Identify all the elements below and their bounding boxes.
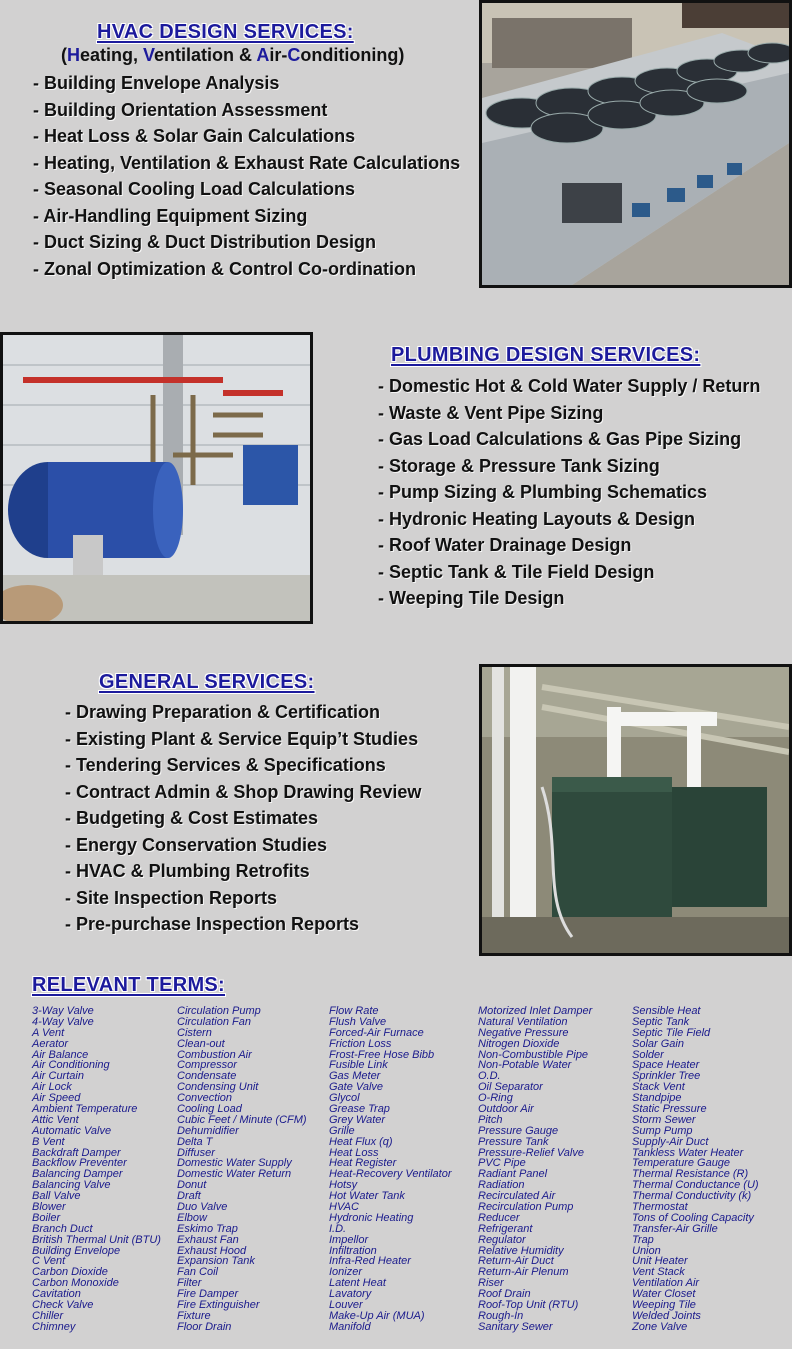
term-item: HVAC [329, 1201, 359, 1214]
term-item: Balancing Valve [32, 1179, 111, 1192]
term-item: Storm Sewer [632, 1113, 696, 1126]
plumbing-service-list [378, 373, 760, 612]
term-item: British Thermal Unit (BTU) [32, 1233, 161, 1246]
term-item: Backdraft Damper [32, 1146, 121, 1159]
term-item: Heat-Recovery Ventilator [329, 1168, 452, 1181]
general-service-item: - Drawing Preparation & Certification [65, 702, 381, 722]
term-item: Roof-Top Unit (RTU) [478, 1299, 579, 1312]
term-item: Carbon Monoxide [32, 1277, 119, 1290]
term-item: Ionizer [329, 1266, 363, 1279]
term-item: Water Closet [632, 1288, 696, 1301]
subtitle-paren: ( [61, 45, 67, 65]
term-item: Fire Damper [177, 1288, 239, 1301]
hvac-service-item: - Seasonal Cooling Load Calculations [33, 179, 356, 199]
general-service-item: - Budgeting & Cost Estimates [65, 808, 319, 828]
plumbing-service-item: - Roof Water Drainage Design [378, 535, 632, 555]
term-item: Make-Up Air (MUA) [329, 1309, 425, 1322]
term-item: Natural Ventilation [478, 1015, 568, 1028]
term-item: A Vent [32, 1026, 65, 1039]
boiler-room-photo [0, 332, 313, 624]
hvac-service-item: - Heat Loss & Solar Gain Calculations [33, 126, 356, 146]
general-heading: GENERAL SERVICES: [99, 671, 315, 693]
term-item: Friction Loss [329, 1037, 392, 1050]
term-item: Automatic Valve [32, 1124, 112, 1137]
term-item: Roof Drain [478, 1288, 531, 1301]
hvac-service-item: - Building Envelope Analysis [33, 73, 280, 93]
term-item: Oil Separator [478, 1081, 543, 1094]
term-item: Thermal Conductance (U) [632, 1179, 759, 1192]
term-item: Cubic Feet / Minute (CFM) [177, 1113, 307, 1126]
term-item: Clean-out [177, 1037, 225, 1050]
term-item: Solar Gain [632, 1037, 684, 1050]
term-item: Non-Potable Water [478, 1059, 572, 1072]
term-item: Hotsy [329, 1179, 358, 1192]
term-item: Fan Coil [177, 1266, 218, 1279]
general-service-item: - Existing Plant & Service Equip’t Studies [65, 728, 419, 749]
hvac-service-item: - Heating, Ventilation & Exhaust Rate Calculations [33, 152, 461, 173]
general-service-item: - Contract Admin & Shop Drawing Review [65, 781, 422, 802]
term-item: O-Ring [478, 1092, 513, 1105]
term-item: Expansion Tank [177, 1255, 255, 1268]
terms-column-4 [478, 1006, 592, 1333]
term-item: Latent Heat [329, 1277, 386, 1290]
term-item: Septic Tank [632, 1015, 690, 1028]
term-item: Heat Register [329, 1157, 397, 1170]
term-item: Reducer [478, 1211, 520, 1224]
term-item: Sump Pump [632, 1124, 693, 1137]
plumbing-heading: PLUMBING DESIGN SERVICES: [391, 344, 701, 366]
term-item: Filter [177, 1277, 202, 1290]
hvac-heading: HVAC DESIGN SERVICES: [97, 21, 354, 43]
subtitle-text: entilation & [154, 45, 257, 65]
term-item: Backflow Preventer [32, 1157, 127, 1170]
term-item: Solder [632, 1048, 664, 1061]
term-item: Return-Air Plenum [478, 1266, 569, 1279]
term-item: Branch Duct [32, 1222, 93, 1235]
subtitle-capital: C [287, 45, 301, 65]
term-item: PVC Pipe [478, 1157, 526, 1170]
subtitle-capital: V [143, 45, 155, 65]
term-item: Thermostat [632, 1201, 688, 1214]
general-service-item: - Pre-purchase Inspection Reports [65, 914, 360, 934]
term-item: Flow Rate [329, 1005, 379, 1017]
term-item: Carbon Dioxide [32, 1266, 108, 1279]
term-item: Gas Meter [329, 1070, 381, 1083]
term-item: I.D. [329, 1222, 347, 1235]
term-item: Recirculation Pump [478, 1201, 574, 1214]
term-item: Temperature Gauge [632, 1157, 731, 1170]
plumbing-service-item: - Weeping Tile Design [378, 588, 565, 608]
term-item: Riser [478, 1277, 504, 1290]
term-item: Air Conditioning [32, 1059, 110, 1072]
term-item: Forced-Air Furnace [329, 1026, 424, 1039]
subtitle-paren: ) [398, 45, 405, 65]
term-item: Air Balance [32, 1048, 89, 1061]
term-item: Sanitary Sewer [478, 1320, 553, 1333]
term-item: Air Lock [32, 1081, 72, 1094]
term-item: 4-Way Valve [32, 1015, 94, 1028]
term-item: Air Curtain [32, 1070, 84, 1083]
term-item: Building Envelope [32, 1244, 121, 1257]
plumbing-service-item: - Waste & Vent Pipe Sizing [378, 402, 604, 423]
term-item: Nitrogen Dioxide [478, 1037, 560, 1050]
plumbing-service-item: - Pump Sizing & Plumbing Schematics [378, 482, 708, 502]
term-item: Sprinkler Tree [632, 1070, 701, 1083]
subtitle-text: eating, [80, 45, 144, 65]
term-item: Heat Loss [329, 1146, 379, 1159]
mechanical-room-photo [479, 664, 792, 956]
term-item: Standpipe [632, 1092, 682, 1105]
hvac-service-item: - Air-Handling Equipment Sizing [33, 205, 308, 226]
term-item: Welded Joints [632, 1309, 701, 1322]
term-item: Rough-In [478, 1309, 524, 1322]
term-item: Infra-Red Heater [329, 1255, 411, 1268]
term-item: Boiler [32, 1211, 61, 1224]
term-item: Combustion Air [177, 1048, 252, 1061]
term-item: Radiant Panel [478, 1168, 548, 1181]
term-item: Eskimo Trap [177, 1222, 238, 1235]
term-item: Donut [177, 1179, 207, 1192]
term-item: Attic Vent [32, 1113, 79, 1126]
term-item: Circulation Pump [177, 1005, 261, 1017]
plumbing-service-item: - Septic Tank & Tile Field Design [378, 561, 655, 582]
term-item: Motorized Inlet Damper [478, 1005, 593, 1017]
term-item: Non-Combustible Pipe [478, 1048, 589, 1061]
term-item: Vent Stack [632, 1266, 685, 1279]
terms-column-2 [177, 1006, 307, 1333]
term-item: Tons of Cooling Capacity [632, 1211, 754, 1224]
term-item: Grease Trap [329, 1103, 390, 1116]
term-item: Pressure-Relief Valve [478, 1146, 584, 1159]
term-item: Space Heater [632, 1059, 700, 1072]
subtitle-text: onditioning [300, 45, 399, 65]
term-item: Dehumidifier [177, 1124, 239, 1137]
term-item: Cooling Load [177, 1103, 242, 1116]
hvac-subtitle [61, 45, 404, 66]
term-item: Lavatory [329, 1288, 372, 1301]
term-item: Compressor [177, 1059, 237, 1072]
term-item: B Vent [32, 1135, 65, 1148]
term-item: Chiller [32, 1309, 64, 1322]
term-item: Domestic Water Supply [177, 1157, 292, 1170]
term-item: Trap [632, 1233, 654, 1246]
term-item: Manifold [329, 1320, 371, 1333]
term-item: Aerator [32, 1037, 69, 1050]
term-item: 3-Way Valve [32, 1005, 94, 1017]
terms-column-5 [632, 1006, 759, 1333]
term-item: Hot Water Tank [329, 1190, 405, 1203]
term-item: Draft [177, 1190, 201, 1203]
hvac-service-item: - Duct Sizing & Duct Distribution Design [33, 232, 376, 252]
general-service-item: - HVAC & Plumbing Retrofits [65, 861, 310, 881]
term-item: Outdoor Air [478, 1103, 534, 1116]
term-item: Cavitation [32, 1288, 81, 1301]
term-item: Grille [329, 1124, 355, 1137]
subtitle-capital: H [67, 45, 80, 65]
term-item: Relative Humidity [478, 1244, 564, 1257]
plumbing-service-item: - Hydronic Heating Layouts & Design [378, 508, 696, 529]
term-item: Thermal Conductivity (k) [632, 1190, 752, 1203]
term-item: Flush Valve [329, 1015, 387, 1028]
term-item: Floor Drain [177, 1320, 232, 1333]
term-item: Sensible Heat [632, 1005, 701, 1017]
general-service-item: - Site Inspection Reports [65, 887, 278, 908]
term-item: Refrigerant [478, 1222, 533, 1235]
term-item: O.D. [478, 1070, 501, 1083]
term-item: Union [632, 1244, 661, 1257]
term-item: Louver [329, 1299, 363, 1312]
term-item: Blower [32, 1201, 66, 1214]
term-item: Unit Heater [632, 1255, 688, 1268]
term-item: Fixture [177, 1309, 211, 1322]
term-item: Fusible Link [329, 1059, 388, 1072]
general-service-list [65, 699, 421, 938]
term-item: Domestic Water Return [177, 1168, 292, 1181]
terms-column-1 [32, 1006, 161, 1333]
plumbing-service-item: - Domestic Hot & Cold Water Supply / Return [378, 376, 761, 396]
term-item: Septic Tile Field [632, 1026, 711, 1039]
term-item: Zone Valve [632, 1320, 688, 1333]
term-item: Grey Water [329, 1113, 386, 1126]
hvac-service-item: - Zonal Optimization & Control Co-ordination [33, 258, 416, 279]
term-item: Ball Valve [32, 1190, 81, 1203]
term-item: Thermal Resistance (R) [632, 1168, 749, 1181]
term-item: Condensing Unit [177, 1081, 259, 1094]
term-item: Pitch [478, 1113, 503, 1126]
term-item: Exhaust Fan [177, 1233, 239, 1246]
term-item: Convection [177, 1092, 233, 1105]
term-item: Ambient Temperature [32, 1103, 138, 1116]
term-item: Weeping Tile [632, 1299, 696, 1312]
term-item: Cistern [177, 1026, 212, 1039]
term-item: Ventilation Air [632, 1277, 700, 1290]
term-item: Stack Vent [632, 1081, 685, 1094]
subtitle-capital: A [256, 45, 270, 65]
term-item: Return-Air Duct [478, 1255, 554, 1268]
term-item: Gate Valve [329, 1081, 384, 1094]
term-item: Tankless Water Heater [632, 1146, 744, 1159]
term-item: Negative Pressure [478, 1026, 569, 1039]
term-item: Pressure Tank [478, 1135, 549, 1148]
term-item: Chimney [32, 1320, 76, 1333]
term-item: Check Valve [32, 1299, 94, 1312]
term-item: Hydronic Heating [329, 1211, 414, 1224]
plumbing-service-item: - Storage & Pressure Tank Sizing [378, 455, 660, 476]
term-item: Supply-Air Duct [632, 1135, 709, 1148]
hvac-service-item: - Building Orientation Assessment [33, 99, 328, 120]
hvac-service-list [33, 70, 460, 282]
term-item: Glycol [329, 1092, 360, 1105]
term-item: Fire Extinguisher [177, 1299, 260, 1312]
term-item: Balancing Damper [32, 1168, 123, 1181]
term-item: Heat Flux (q) [329, 1135, 393, 1148]
term-item: Duo Valve [177, 1201, 228, 1214]
term-item: Frost-Free Hose Bibb [329, 1048, 435, 1061]
term-item: C Vent [32, 1255, 66, 1268]
term-item: Diffuser [177, 1146, 215, 1159]
term-item: Pressure Gauge [478, 1124, 559, 1137]
term-item: Air Speed [32, 1092, 81, 1105]
term-item: Impellor [329, 1233, 369, 1246]
general-service-item: - Energy Conservation Studies [65, 834, 328, 855]
terms-column-3 [329, 1006, 451, 1333]
term-item: Infiltration [329, 1244, 377, 1257]
term-item: Transfer-Air Grille [632, 1222, 718, 1235]
term-item: Circulation Fan [177, 1015, 251, 1028]
term-item: Condensate [177, 1070, 237, 1083]
term-item: Static Pressure [632, 1103, 707, 1116]
term-item: Delta T [177, 1135, 213, 1148]
term-item: Recirculated Air [478, 1190, 556, 1203]
term-item: Exhaust Hood [177, 1244, 247, 1257]
term-item: Radiation [478, 1179, 525, 1192]
plumbing-service-item: - Gas Load Calculations & Gas Pipe Sizing [378, 429, 742, 449]
rooftop-chiller-photo [479, 0, 792, 288]
general-service-item: - Tendering Services & Specifications [65, 755, 386, 775]
subtitle-text: ir- [269, 45, 288, 65]
terms-heading: RELEVANT TERMS: [32, 974, 226, 996]
term-item: Elbow [177, 1211, 207, 1224]
term-item: Regulator [478, 1233, 526, 1246]
